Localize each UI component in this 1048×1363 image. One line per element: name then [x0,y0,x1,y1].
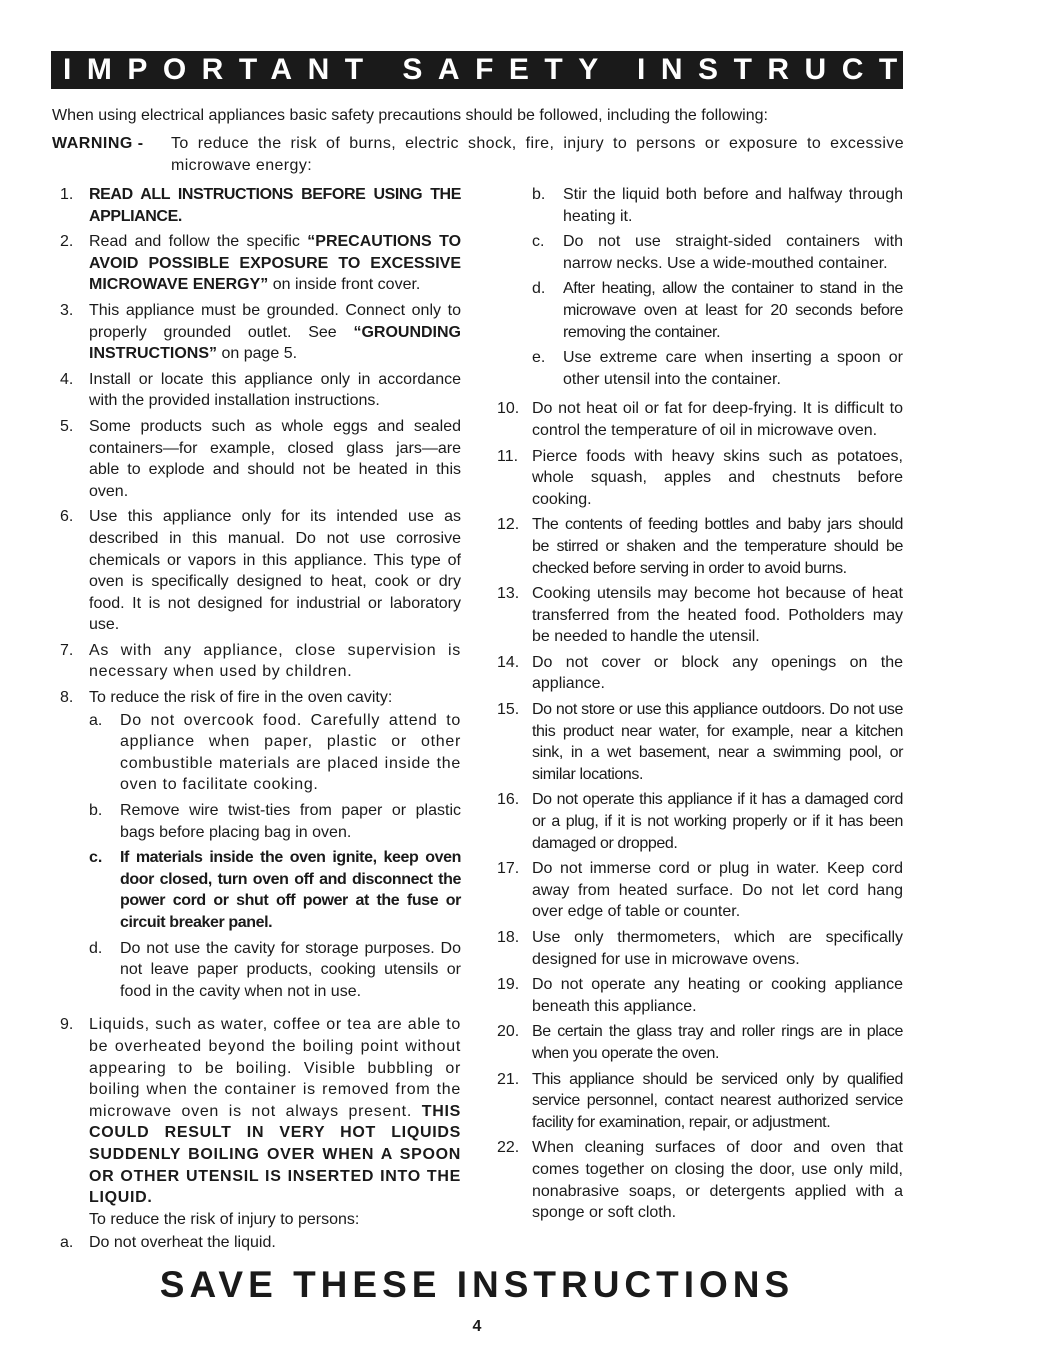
instruction-21 [497,1069,903,1134]
item-number: 4. [60,370,74,388]
instruction-text: Do not immerse cord or plug in water. Keep cord away from heated surface. Do not let cord hang over edge of table or counter. [532,860,903,921]
instruction-6 [60,506,461,636]
sub-item-text: Remove wire twist-ties from paper or plastic bags before placing bag in oven. [120,802,461,841]
instruction-text: Cooking utensils may become hot because of heat transferred from the heated food. Potholders may be needed to handle the utensil. [532,585,903,646]
instruction-text: As with any appliance, close supervision is necessary when used by children. [89,641,461,681]
item-number: 5. [60,417,74,435]
instruction-14 [497,652,903,695]
instruction-text: To reduce the risk of fire in the oven cavity: [89,689,393,707]
sub-item-letter: e. [532,349,546,367]
item-number: 21. [497,1070,520,1088]
instruction-text: To reduce the risk of injury to persons: [89,1210,360,1228]
sub-item-letter: c. [89,849,103,867]
sub-item-text: After heating, allow the container to stand in the microwave oven at least for 20 seconds before removing the container. [563,280,903,341]
instruction-8 [60,687,461,1006]
item-number: 20. [497,1023,520,1041]
instruction-12 [497,514,903,579]
page-title-banner [51,51,1048,89]
sub-item-text: Do not overheat the liquid. [89,1234,276,1252]
instruction-text: Do not operate this appliance if it has a damaged cord or a plug, if it is not working properly or if it has been damaged or dropped. [532,791,903,852]
instruction-9 [60,1014,461,1230]
page-title: IMPORTANT SAFETY INSTRUCTIONS [63,53,1048,86]
instruction-13 [497,583,903,648]
save-instructions-title: SAVE THESE INSTRUCTIONS [159,1264,795,1305]
instruction-text: When cleaning surfaces of door and oven that comes together on closing the door, use only mild, nonabrasive soaps, or detergents applied with a sponge or soft cloth. [532,1139,903,1222]
instruction-emphasis: THIS COULD RESULT IN VERY HOT LIQUIDS SUDDENLY BOILING OVER WHEN A SPOON OR OTHER UTENSIL IS INSERTED INTO THE LIQUID. [89,1102,461,1207]
instruction-text: Do not heat oil or fat for deep-frying. It is difficult to control the temperature of oil in microwave oven. [532,400,903,439]
instruction-text: Liquids, such as water, coffee or tea are able to be overheated beyond the boiling point without appearing to be boiling. Visible bubbling or boiling when the container is removed from the microwave oven is not always present. [89,1016,461,1120]
sub-item-9b [532,184,903,227]
instruction-15 [497,699,903,785]
sub-item-8c [89,847,461,933]
right-column [497,184,903,1228]
item-number: 8. [60,689,74,707]
sub-item-text: Do not overcook food. Carefully attend to appliance when paper, plastic or other combustible materials are placed inside the oven to facilitate cooking. [120,711,461,794]
instruction-text: Do not operate any heating or cooking appliance beneath this appliance. [532,976,903,1015]
sub-item-8a [89,710,461,796]
instruction-20 [497,1021,903,1064]
sub-item-letter: d. [532,280,546,298]
instruction-3 [60,300,461,365]
item-number: 13. [497,585,520,603]
item-number: 12. [497,516,520,534]
sub-item-9d [532,278,903,343]
sub-item-letter: d. [89,939,103,957]
instruction-text: Install or locate this appliance only in accordance with the provided installation instructions. [89,370,461,410]
instruction-text: Some products such as whole eggs and sealed containers—for example, closed glass jars—are able to explode and should not be heated in this oven. [89,417,461,500]
instruction-text: READ ALL INSTRUCTIONS BEFORE USING THE APPLIANCE. [89,186,461,225]
instruction-17 [497,858,903,923]
instruction-text: Use this appliance only for its intended use as described in this manual. Do not use corrosive chemicals or vapors in this appliance. This type of oven is specifically designed to heat, cook or dry food. It is not designed for industrial or laboratory use. [89,508,461,634]
sub-item-9e [532,347,903,390]
instruction-text: The contents of feeding bottles and baby jars should be stirred or shaken and the temperature should be checked before serving in order to avoid burns. [532,516,903,577]
instruction-text: Read and follow the specific [89,233,308,251]
sub-item-letter: b. [89,802,103,820]
instruction-text: Do not store or use this appliance outdoors. Do not use this product near water, for example, near a kitchen sink, in a wet basement, near a swimming pool, or similar locations. [532,701,903,783]
item-number: 14. [497,653,520,671]
instruction-text: This appliance must be grounded. Connect only to properly grounded outlet. See [89,301,461,341]
item-number: 6. [60,508,74,526]
instruction-emphasis: “PRECAUTIONS TO AVOID POSSIBLE EXPOSURE TO EXCESSIVE MICROWAVE ENERGY” [89,233,462,294]
instruction-text: Pierce foods with heavy skins such as potatoes, whole squash, apples and chestnuts before cooking. [532,447,903,508]
warning-text: To reduce the risk of burns, electric shock, fire, injury to persons or exposure to excessive microwave energy: [171,135,904,174]
instruction-10 [497,398,903,441]
item-number: 2. [60,233,74,251]
instruction-text: Be certain the glass tray and roller rings are in place when you operate the oven. [532,1023,903,1062]
item-number: 9. [60,1016,74,1034]
continued-sub-list [497,184,903,390]
sub-item-letter: a. [89,711,103,729]
sub-item-8d [89,938,461,1003]
sub-item-text: If materials inside the oven ignite, keep oven door closed, turn oven off and disconnect the power cord or shut off power at the fuse or circuit breaker panel. [120,849,461,931]
instruction-text: Do not cover or block any openings on the appliance. [532,653,903,693]
sub-item-letter: b. [532,186,546,203]
item-number: 17. [497,860,520,878]
instruction-11 [497,446,903,511]
instruction-22 [497,1137,903,1223]
instruction-5 [60,416,461,502]
instruction-16 [497,789,903,854]
sub-item-text: Use extreme care when inserting a spoon or other utensil into the container. [563,349,903,388]
instruction-emphasis: “GROUNDING INSTRUCTIONS” [89,323,461,363]
instruction-19 [497,974,903,1017]
instruction-2 [60,231,461,296]
warning-label: WARNING - [52,135,144,152]
instruction-text: on page 5. [217,345,298,363]
instruction-4 [60,369,461,412]
sub-item-letter: a. [60,1234,74,1252]
sub-item-text: Do not use the cavity for storage purposes. Do not leave paper products, cooking utensils or food in the cavity when not in use. [120,939,461,1000]
sub-item-text: Stir the liquid both before and halfway through heating it. [563,186,903,225]
sub-item-9c [532,231,903,274]
item-number: 11. [497,447,519,465]
item-number: 16. [497,791,520,809]
sub-item-8b [89,800,461,843]
item-number: 19. [497,976,520,994]
instruction-7 [60,640,461,683]
intro-text: When using electrical appliances basic safety precautions should be followed, including the following: [52,107,768,124]
instruction-1 [60,184,461,227]
sub-item-text: Do not use straight-sided containers with narrow necks. Use a wide-mouthed container. [563,233,903,272]
item-number: 7. [60,641,74,659]
instruction-18 [497,927,903,970]
warning-block [52,133,904,176]
left-column [60,184,461,1258]
item-number: 15. [497,701,520,719]
instruction-text: Use only thermometers, which are specifically designed for use in microwave ovens. [532,929,903,968]
item-number: 3. [60,301,74,319]
item-number: 18. [497,929,520,946]
instruction-text: on inside front cover. [268,276,421,294]
sub-item-9a [60,1232,461,1254]
item-number: 22. [497,1139,520,1157]
instruction-text: This appliance should be serviced only by qualified service personnel, contact nearest authorized service facility for examination, repair, or adjustment. [532,1070,903,1131]
sub-list [89,710,461,1003]
item-number: 10. [497,400,520,418]
item-number: 1. [60,186,74,203]
page-number: 4 [472,1318,482,1335]
sub-item-letter: c. [532,233,545,251]
